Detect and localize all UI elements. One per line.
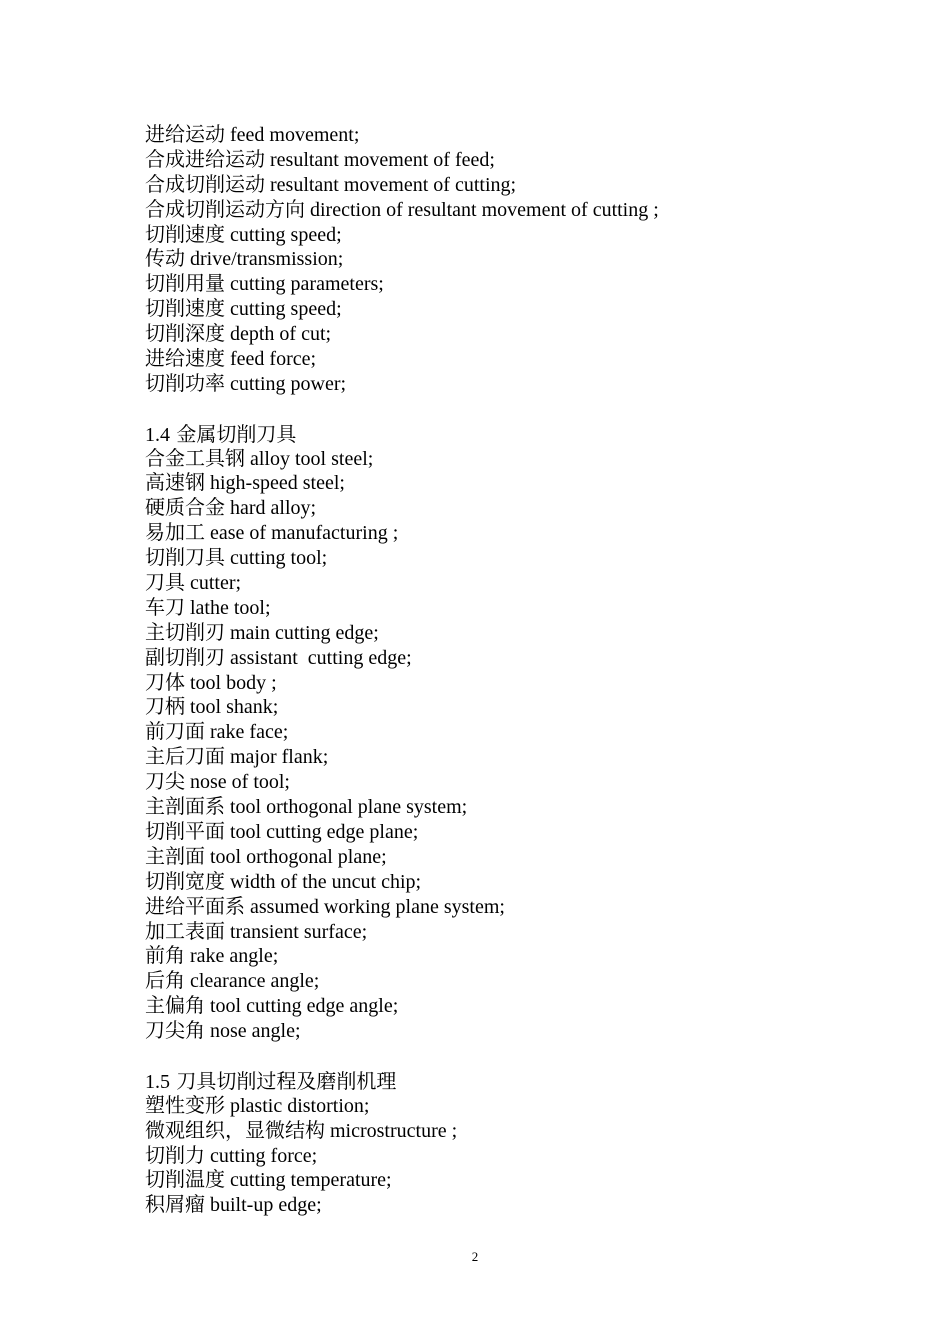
blank-line xyxy=(145,1044,845,1069)
section-heading-1-5 xyxy=(145,1069,845,1094)
term-line: 后角 clearance angle; xyxy=(145,970,320,993)
term-line: 切削深度 depth of cut; xyxy=(145,323,332,346)
term-line: 加工表面 transient surface; xyxy=(145,920,368,943)
term-line: 切削速度 cutting speed; xyxy=(145,223,342,246)
term-line: 合成进给运动 resultant movement of feed; xyxy=(145,148,495,171)
term-line: 切削速度 cutting speed; xyxy=(145,298,342,321)
term-line: 前刀面 rake face; xyxy=(145,721,289,744)
term-line: 前角 rake angle; xyxy=(145,945,279,968)
blank-line xyxy=(145,397,845,422)
term-line: 塑性变形 plastic distortion; xyxy=(145,1094,370,1117)
term-line: 切削刀具 cutting tool; xyxy=(145,547,328,570)
term-line: 刀尖 nose of tool; xyxy=(145,771,290,794)
term-line: 微观组织，显微结构 microstructure ; xyxy=(145,1119,458,1142)
term-line: 主后刀面 major flank; xyxy=(145,746,329,769)
term-line: 切削温度 cutting temperature; xyxy=(145,1169,392,1192)
section-title: 刀具切削过程及磨削机理 xyxy=(176,1068,397,1093)
term-line: 刀尖角 nose angle; xyxy=(145,1020,301,1043)
term-line: 合成切削运动 resultant movement of cutting; xyxy=(145,173,517,196)
term-line: 合成切削运动方向 direction of resultant movement of cutting ; xyxy=(145,198,659,221)
page-number: 2 xyxy=(471,1249,479,1264)
term-line: 主剖面系 tool orthogonal plane system; xyxy=(145,796,468,819)
term-line: 刀具 cutter; xyxy=(145,572,242,595)
section-number: 1.5 xyxy=(145,1070,170,1093)
term-line: 进给速度 feed force; xyxy=(145,348,317,371)
page-content xyxy=(145,123,845,1218)
term-line: 主切削刃 main cutting edge; xyxy=(145,621,379,644)
term-line: 刀柄 tool shank; xyxy=(145,696,279,719)
term-line: 切削功率 cutting power; xyxy=(145,372,347,395)
term-line: 主剖面 tool orthogonal plane; xyxy=(145,845,387,868)
term-line: 进给运动 feed movement; xyxy=(145,124,360,146)
term-line: 副切削刃 assistant cutting edge; xyxy=(145,646,412,669)
section-1-5-term-list xyxy=(145,1094,845,1218)
section-1-4-term-list xyxy=(145,447,845,1044)
term-line: 积屑瘤 built-up edge; xyxy=(145,1194,322,1217)
term-line: 合金工具钢 alloy tool steel; xyxy=(145,447,374,470)
term-line: 刀体 tool body ; xyxy=(145,671,277,694)
term-line: 硬质合金 hard alloy; xyxy=(145,497,317,520)
term-line: 主偏角 tool cutting edge angle; xyxy=(145,995,399,1018)
term-line: 车刀 lathe tool; xyxy=(145,596,271,619)
term-line: 切削力 cutting force; xyxy=(145,1144,318,1167)
term-line: 切削用量 cutting parameters; xyxy=(145,273,384,296)
section-title: 金属切削刀具 xyxy=(176,421,297,446)
section-1-3-term-list xyxy=(145,123,845,397)
section-heading-1-4 xyxy=(145,422,845,447)
term-line: 切削平面 tool cutting edge plane; xyxy=(145,820,419,843)
section-number: 1.4 xyxy=(145,423,170,446)
term-line: 高速钢 high-speed steel; xyxy=(145,472,345,495)
term-line: 切削宽度 width of the uncut chip; xyxy=(145,870,422,893)
term-line: 传动 drive/transmission; xyxy=(145,248,344,271)
term-line: 进给平面系 assumed working plane system; xyxy=(145,895,505,918)
term-line: 易加工 ease of manufacturing ; xyxy=(145,522,399,545)
